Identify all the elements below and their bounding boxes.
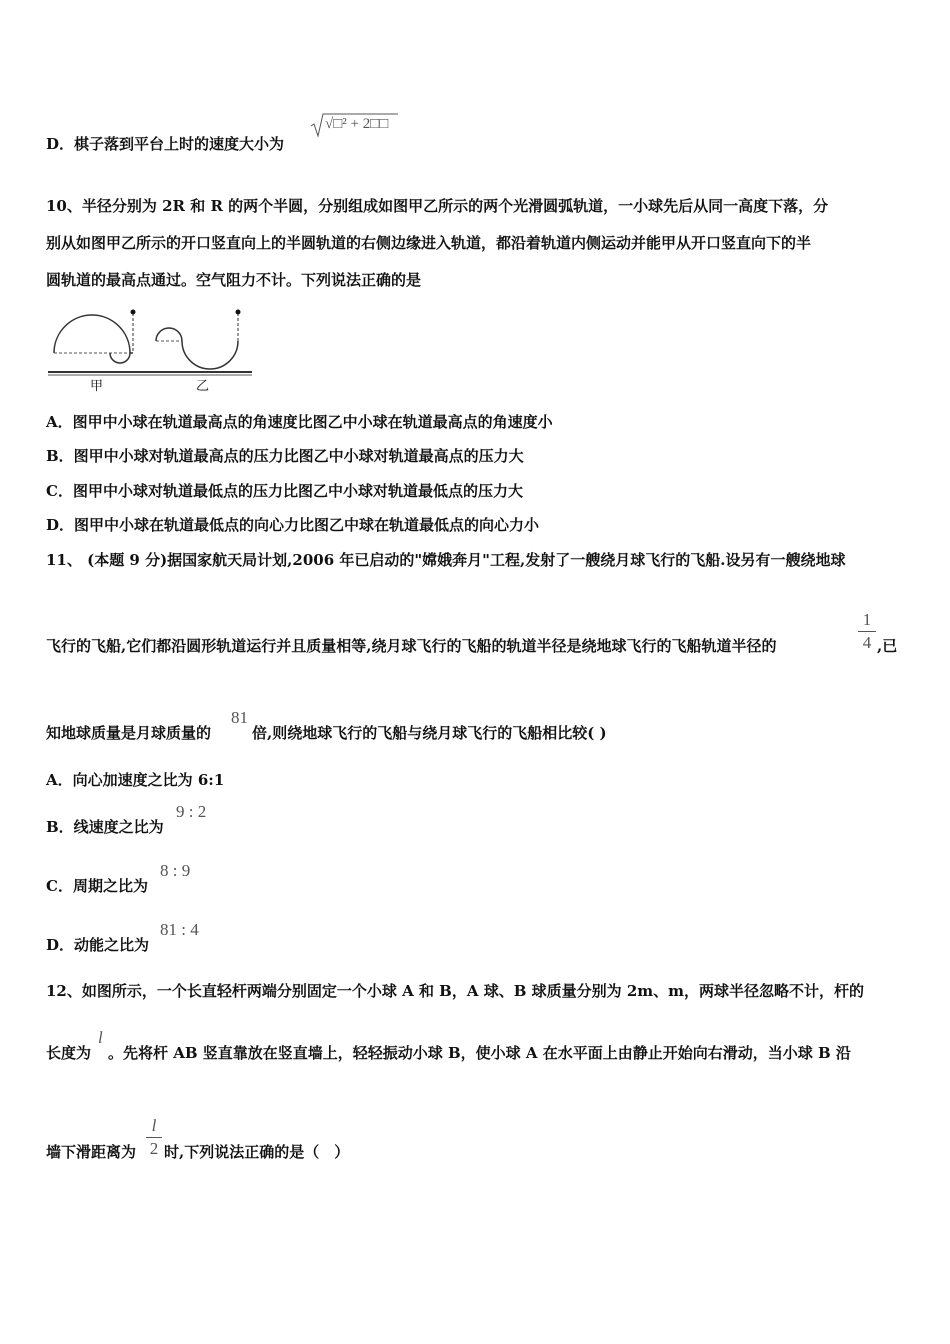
q10-line-2: 别从如图甲乙所示的开口竖直向上的半圆轨道的右侧边缘进入轨道，都沿着轨道内侧运动并能甲从开口竖直向下的半 — [46, 234, 812, 252]
q9-option-d-formula — [310, 112, 400, 138]
q12-line-3-pre: 墙下滑距离为 — [46, 1143, 137, 1161]
q11-line-3-pre: 知地球质量是月球质量的 — [46, 724, 212, 742]
q10-option-a: A．图甲中小球在轨道最高点的角速度比图乙中小球在轨道最高点的角速度小 — [46, 413, 553, 431]
q12-line-2-pre: 长度为 — [46, 1044, 92, 1062]
q10-line-1: 10、半径分别为 2R 和 R 的两个半圆，分别组成如图甲乙所示的两个光滑圆弧轨道，一小球先后从同一高度下落，分 — [46, 197, 829, 215]
q12-line-1: 12、如图所示，一个长直轻杆两端分别固定一个小球 A 和 B，A 球、B 球质量分别为 2m、m，两球半径忽略不计，杆的 — [46, 982, 865, 1000]
q11-line-2-tail: ,已 — [877, 637, 898, 655]
semicircle-track-diagram — [46, 305, 256, 397]
q10-option-d: D．图甲中小球在轨道最低点的向心力比图乙中球在轨道最低点的向心力小 — [46, 516, 540, 534]
q10-option-b: B．图甲中小球对轨道最高点的压力比图乙中小球对轨道最高点的压力大 — [46, 447, 524, 465]
figure-label-yi: 乙 — [196, 379, 210, 394]
q10-figure — [46, 305, 256, 397]
length-symbol: l — [98, 1028, 103, 1047]
fraction-one-quarter — [858, 610, 876, 653]
fraction-bar — [146, 1137, 162, 1138]
q12-line-2-post: 。先将杆 AB 竖直靠放在竖直墙上，轻轻振动小球 B，使小球 A 在水平面上由静止开始向右滑动，当小球 B 沿 — [108, 1044, 851, 1062]
fraction-bar — [858, 631, 876, 632]
q11-option-b: B．线速度之比为 — [46, 818, 164, 836]
fraction-l-over-2 — [146, 1116, 162, 1159]
q9-option-d: D．棋子落到平台上时的速度大小为 — [46, 135, 285, 153]
q11-option-d: D．动能之比为 — [46, 936, 150, 954]
q12-line-3-post: 时,下列说法正确的是（ ） — [164, 1143, 350, 1161]
formula-text: √□² + 2□□ — [325, 116, 389, 132]
option-c-value: 8 : 9 — [160, 861, 191, 880]
mass-ratio-value: 81 — [231, 708, 248, 727]
q11-line-1: 11、 (本题 9 分)据国家航天局计划,2006 年已启动的"嫦娥奔月"工程,发射了一艘绕月球飞行的飞船.设另有一艘绕地球 — [46, 551, 846, 569]
q10-option-c: C．图甲中小球对轨道最低点的压力比图乙中小球对轨道最低点的压力大 — [46, 482, 523, 500]
fraction-denominator: 4 — [862, 633, 872, 652]
q11-option-a: A．向心加速度之比为 6:1 — [46, 771, 225, 789]
option-b-value: 9 : 2 — [176, 802, 207, 821]
option-d-value: 81 : 4 — [160, 920, 199, 939]
fraction-numerator: l — [151, 1116, 157, 1135]
q11-line-3-post: 倍,则绕地球飞行的飞船与绕月球飞行的飞船相比较( ) — [252, 724, 607, 742]
q10-line-3: 圆轨道的最高点通过。空气阻力不计。下列说法正确的是 — [46, 271, 422, 289]
figure-label-jia: 甲 — [90, 379, 104, 394]
fraction-numerator: 1 — [862, 610, 872, 629]
fraction-denominator: 2 — [149, 1139, 159, 1158]
q11-option-c: C．周期之比为 — [46, 877, 148, 895]
q11-line-2: 飞行的飞船,它们都沿圆形轨道运行并且质量相等,绕月球飞行的飞船的轨道半径是绕地球飞行的飞船轨道半径的 — [46, 637, 777, 655]
